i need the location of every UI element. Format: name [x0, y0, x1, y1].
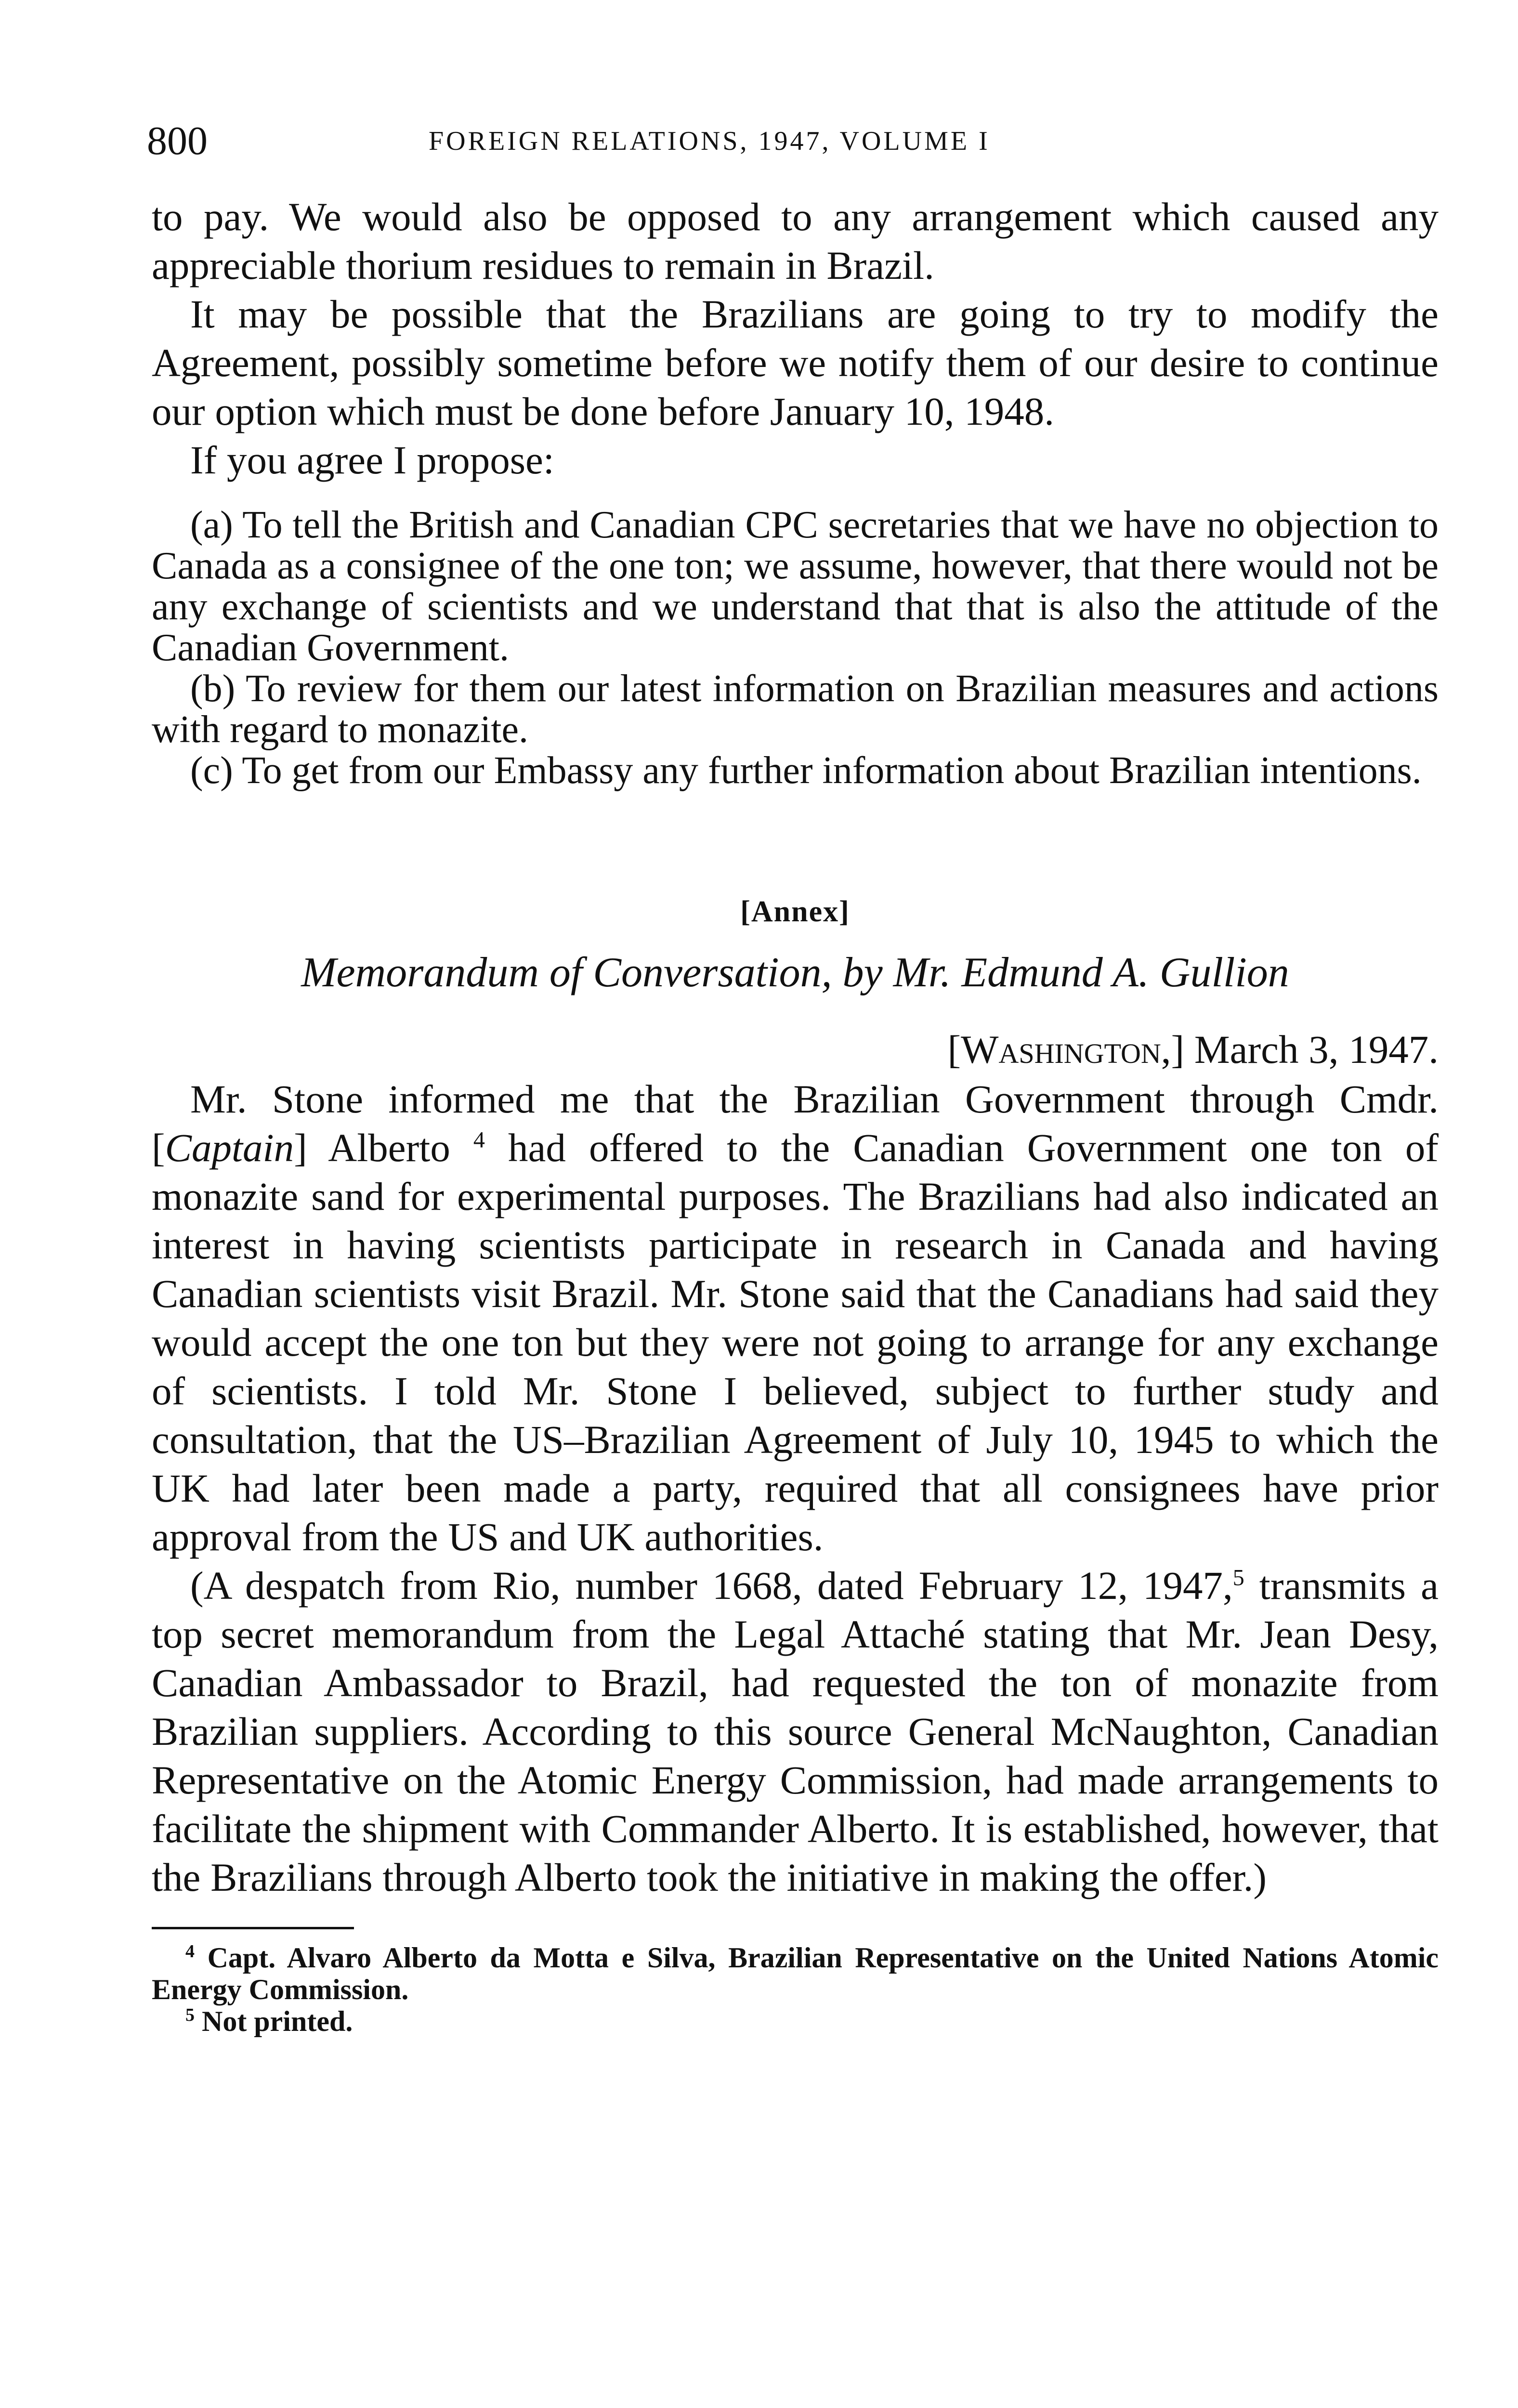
footnote-text: Not printed.	[202, 2005, 353, 2037]
intro-paragraph-3: If you agree I propose:	[190, 438, 554, 482]
proposal-label: (b)	[190, 667, 236, 710]
annex-heading: [Annex]	[740, 895, 850, 928]
proposal-label: (c)	[190, 749, 233, 792]
footnote-reference: 4	[473, 1127, 485, 1153]
memo-paragraph-2	[152, 1561, 1439, 1902]
footnote-mark: 4	[185, 1941, 195, 1962]
page-number: 800	[147, 118, 208, 163]
memo-text-italic: Captain	[165, 1125, 294, 1170]
memo-body	[152, 1075, 1439, 1902]
footnote-divider	[152, 1927, 354, 1929]
memo-text: had offered to the Canadian Government one ton of monazite sand for experimental purposes. The Brazilians had also indicated an interest in having scientists participate in research in Canada and having Canadian scientists visit Brazil. Mr. Stone said that the Canadians had said they would accept the one ton but they were not going to arrange for any exchange of scientists. I told Mr. Stone I believed, subject to further study and consultation, that the US–Brazilian Agreement of July 10, 1945 to which the UK had later been made a party, required that all consignees have prior approval from the US and UK authorities.	[152, 1125, 1439, 1559]
dateline-date: ,] March 3, 1947.	[1161, 1027, 1439, 1072]
memo-text: transmits a top secret memorandum from the Legal Attaché stating that Mr. Jean Desy, Canadian Ambassador to Brazil, had requested the ton of monazite from Brazilian suppliers. According to this source General McNaughton, Canadian Representative on the Atomic Energy Commission, had made arrangements to facilitate the shipment with Commander Alberto. It is established, however, that the Brazilians through Alberto took the initiative in making the offer.)	[152, 1563, 1439, 1899]
footnote	[152, 2005, 1439, 2037]
footnote	[152, 1942, 1439, 2005]
memo-text: (A despatch from Rio, number 1668, dated February 12, 1947,	[190, 1563, 1233, 1608]
dateline-place: Washington	[961, 1027, 1161, 1072]
proposal-item	[152, 668, 1439, 750]
proposal-text: To get from our Embassy any further information about Brazilian intentions.	[242, 749, 1422, 792]
dateline-prefix: [	[947, 1027, 961, 1072]
proposal-label: (a)	[190, 504, 233, 546]
body-text	[152, 193, 1439, 2037]
proposal-item	[152, 505, 1439, 668]
running-head: FOREIGN RELATIONS, 1947, VOLUME I	[429, 126, 990, 156]
memo-paragraph-1	[152, 1075, 1439, 1561]
proposal-list	[152, 505, 1439, 791]
page-header	[0, 115, 1518, 168]
memo-title: Memorandum of Conversation, by Mr. Edmund A. Gullion	[301, 949, 1289, 996]
footnotes	[152, 1942, 1439, 2037]
proposal-text: To tell the British and Canadian CPC secretaries that we have no objection to Canada as a consignee of the one ton; we assume, however, that there would not be any exchange of scientists and we understand that that is also the attitude of the Canadian Government.	[152, 504, 1439, 669]
intro-paragraph-1: to pay. We would also be opposed to any arrangement which caused any appreciable thorium residues to remain in Brazil.	[152, 195, 1439, 288]
proposal-text: To review for them our latest information on Brazilian measures and actions with regard to monazite.	[152, 667, 1439, 751]
intro-paragraph-2: It may be possible that the Brazilians are going to try to modify the Agreement, possibly sometime before we notify them of our desire to continue our option which must be done before January 10, 1948.	[152, 292, 1439, 433]
dateline	[152, 1025, 1439, 1074]
proposal-item	[152, 750, 1439, 791]
memo-text: ] Alberto	[294, 1125, 450, 1170]
footnote-text: Capt. Alvaro Alberto da Motta e Silva, Brazilian Representative on the United Nations Atomic Energy Commission.	[152, 1942, 1439, 2005]
footnote-mark: 5	[185, 2005, 195, 2025]
footnote-reference: 5	[1232, 1565, 1244, 1591]
memo-text: Mr. Stone informed me that the Brazilian Government through Cmdr. [	[152, 1077, 1439, 1170]
